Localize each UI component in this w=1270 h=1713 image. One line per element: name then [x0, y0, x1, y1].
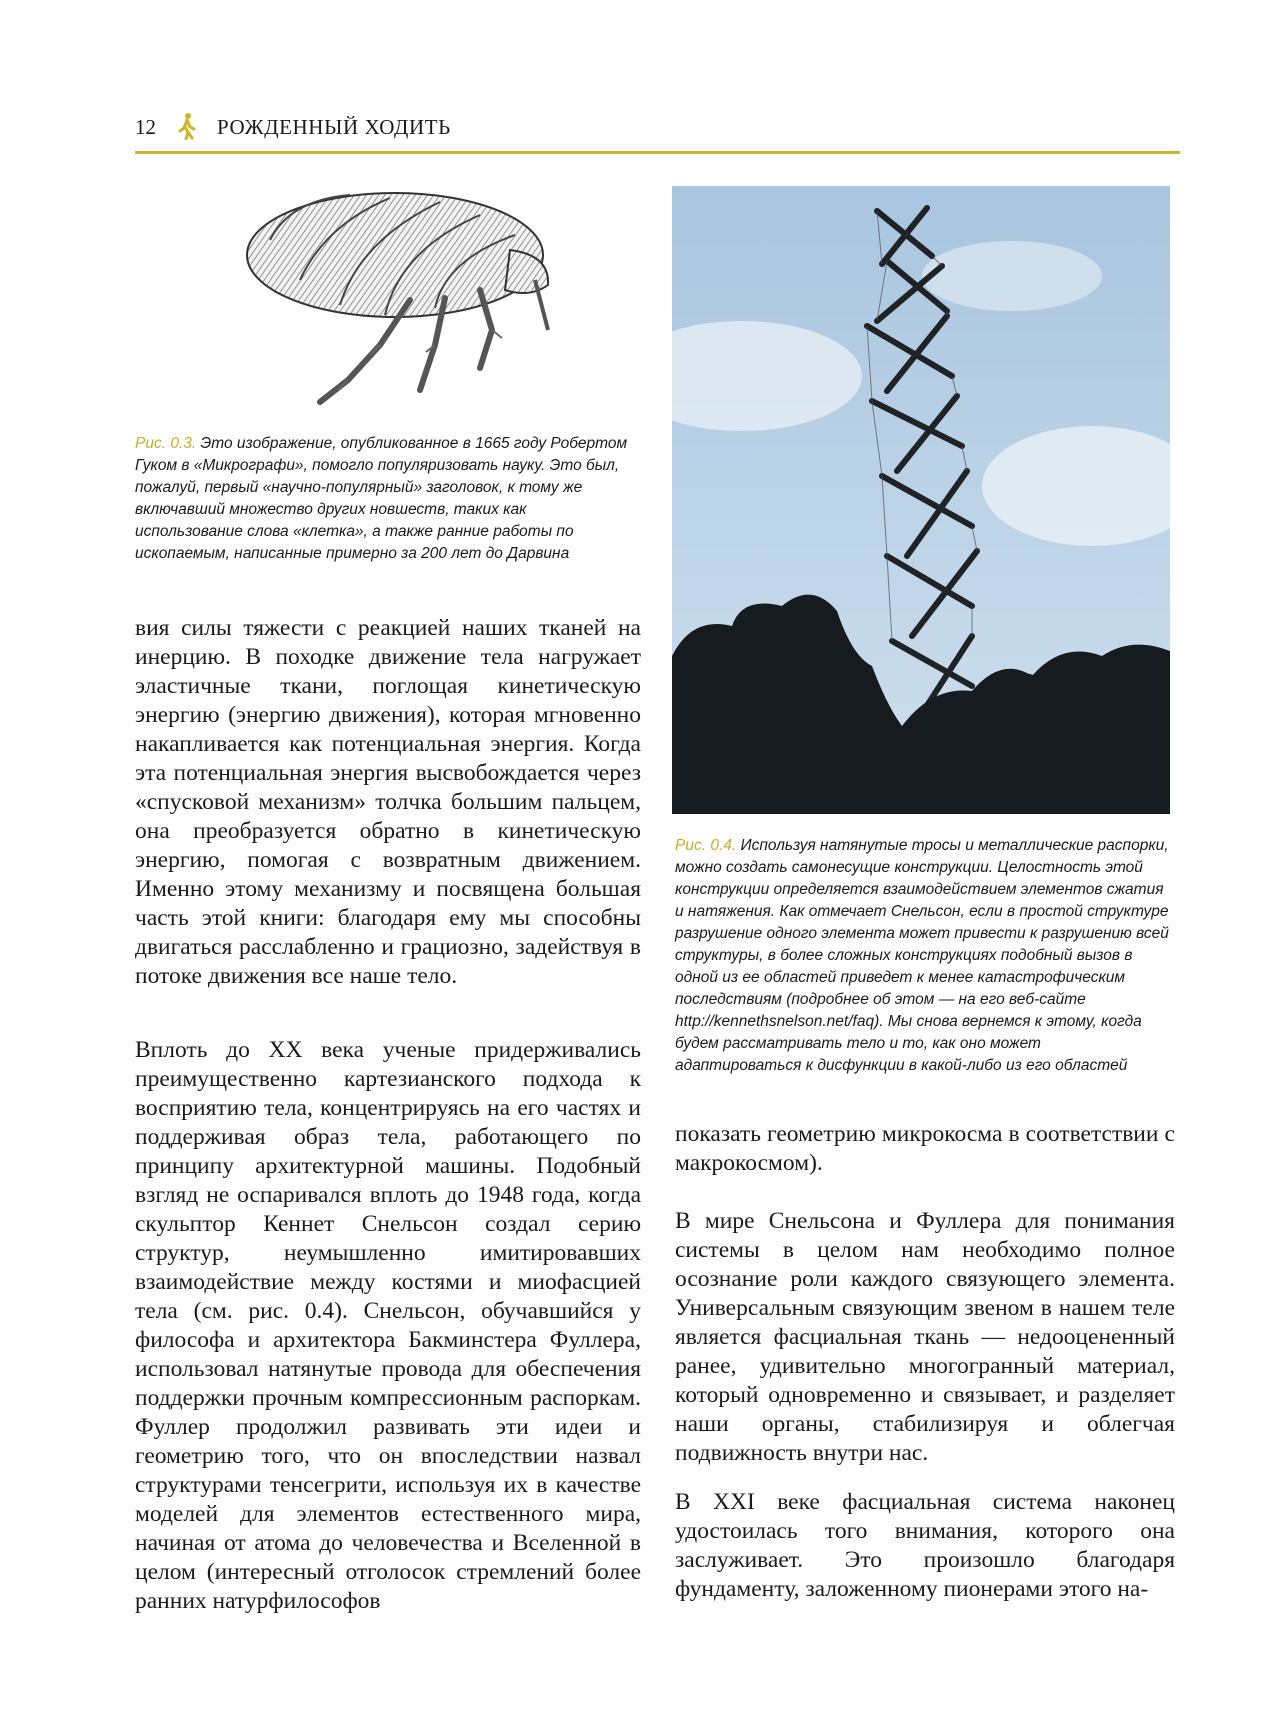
figure-label: Рис. 0.4.: [675, 837, 737, 854]
figure-0-3-caption: [135, 433, 635, 565]
caption-text: Это изображение, опубликованное в 1665 году Робертом Гуком в «Микрографи», помогло популяризовать науку. Это был, пожалуй, первый «научно-популярный» заголовок, к тому же включавший множество других новшеств, таких как использование слова «клетка», а также ранние работы по ископаемым, написанные примерно за 200 лет до Дарвина: [135, 435, 628, 562]
body-paragraph: В мире Снельсона и Фуллера для понимания системы в целом нам необходимо полное осознание роли каждого связующего элемента. Универсальным связующим звеном в нашем теле является фасциальная ткань — недооцененный ранее, удивительно многогранный материал, который одновременно и связывает, и разделяет наши органы, стабилизируя и облегчая подвижность внутри нас.: [675, 1208, 1175, 1466]
body-paragraph: Вплоть до XX века ученые придерживались преимущественно картезианского подхода к восприятию тела, концентрируясь на его частях и поддерживая образ тела, работающего по принципу архитектурной машины. Подобный взгляд не оспаривался вплоть до 1948 года, когда скульптор Кеннет Снельсон создал серию структур, неумышленно имитировавших взаимодействие между костями и миофасцией тела (см. рис. 0.4). Снельсон, обучавшийся у философа и архитектора Бакминстера Фуллера, использовал натянутые провода для обеспечения поддержки прочным компрессионным распоркам. Фуллер продолжил развивать эти идеи и геометрию того, что он впоследствии назвал структурами тенсегрити, используя их в качестве моделей для элементов естественного мира, начиная от атома до человечества и Вселенной в целом (интересный отголосок стремлений более ранних натурфилософов: [135, 1037, 641, 1614]
caption-text: Используя натянутые тросы и металлические распорки, можно создать самонесущие конструкции. Целостность этой конструкции определяется взаимодействием элементов сжатия и натяжения. Как отмечает Снельсон, если в простой структуре разрушение одного элемента может привести к разрушению всей структуры, в более сложных конструкциях подобный вызов в одной из ее областей приведет к менее катастрофическим последствиям (подробнее об этом — на его веб-сайте http://kennethsnelson.net/faq). Мы снова вернемся к этому, когда будем рассматривать тело и то, как оно может адаптироваться к дисфункции в какой-либо из его областей: [675, 837, 1169, 1074]
tensegrity-tower-photo: [672, 186, 1170, 814]
figure-label: Рис. 0.3.: [135, 435, 197, 452]
body-paragraph: В XXI веке фасциальная система наконец удостоилась того внимания, которого она заслуживает. Это произошло благодаря фундаменту, заложенному пионерами этого на-: [675, 1489, 1175, 1602]
running-header: [135, 110, 1175, 154]
walking-person-icon: [177, 112, 197, 140]
header-rule: [135, 151, 1180, 154]
page-number: 12: [135, 115, 156, 139]
flea-engraving-image: [230, 180, 570, 410]
body-paragraph: вия силы тяжести с реакцией наших тканей на инерцию. В походке движение тела нагружает эластичные ткани, поглощая кинетическую энергию (энергию движения), которая мгновенно накапливается как потенциальная энергия. Когда эта потенциальная энергия высвобождается через «спусковой механизм» толчка большим пальцем, она преобразуется обратно в кинетическую энергию, помогая с возвратным движением. Именно этому механизму и посвящена большая часть этой книги: благодаря ему мы способны двигаться расслабленно и грациозно, задействуя в потоке движения все наше тело.: [135, 615, 641, 989]
running-title: РОЖДЕННЫЙ ХОДИТЬ: [217, 115, 451, 139]
figure-0-4-caption: [675, 835, 1170, 1077]
body-paragraph: показать геометрию микрокосма в соответствии с макрокосмом).: [675, 1121, 1175, 1176]
